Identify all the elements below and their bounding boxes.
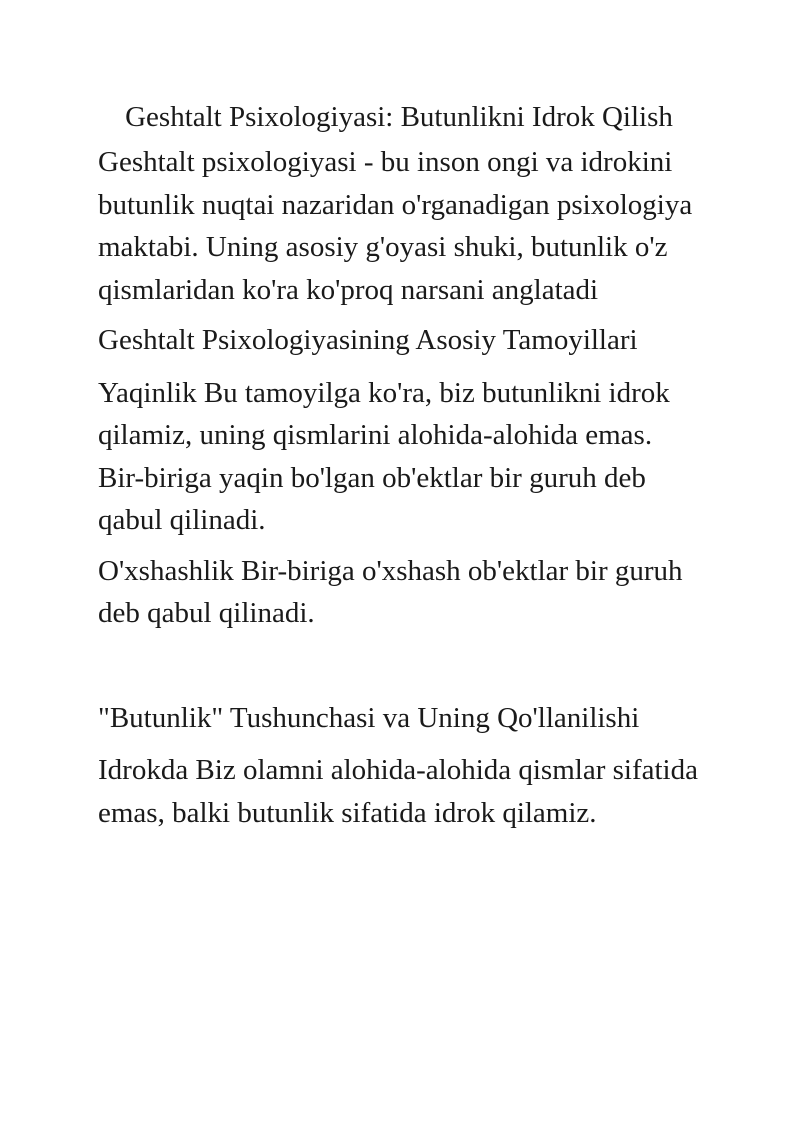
spacer [98, 542, 700, 550]
spacer [98, 739, 700, 749]
document-title: Geshtalt Psixologiyasi: Butunlikni Idrok Qilish [125, 101, 673, 133]
application-perception-paragraph: Idrokda Biz olamni alohida-alohida qismlar sifatida emas, balki butunlik sifatida idrok qilamiz. [98, 754, 698, 829]
spacer [98, 362, 700, 372]
spacer [98, 311, 700, 319]
spacer [98, 635, 700, 697]
principle-proximity-paragraph: Yaqinlik Bu tamoyilga ko'ra, biz butunlikni idrok qilamiz, uning qismlarini alohida-alohida emas. Bir-biriga yaqin bo'lgan ob'ektlar bir guruh deb qabul qilinadi. [98, 376, 670, 536]
section-heading-principles: Geshtalt Psixologiyasining Asosiy Tamoyillari [98, 324, 638, 356]
intro-paragraph: Geshtalt psixologiyasi - bu inson ongi va idrokini butunlik nuqtai nazaridan o'rganadigan psixologiya maktabi. Uning asosiy g'oyasi shuki, butunlik o'z qismlaridan ko'ra ko'proq narsani anglatadi [98, 146, 693, 306]
section-heading-wholeness: "Butunlik" Tushunchasi va Uning Qo'llanilishi [98, 701, 640, 734]
principle-similarity-paragraph: O'xshashlik Bir-biriga o'xshash ob'ektlar bir guruh deb qabul qilinadi. [98, 554, 683, 629]
